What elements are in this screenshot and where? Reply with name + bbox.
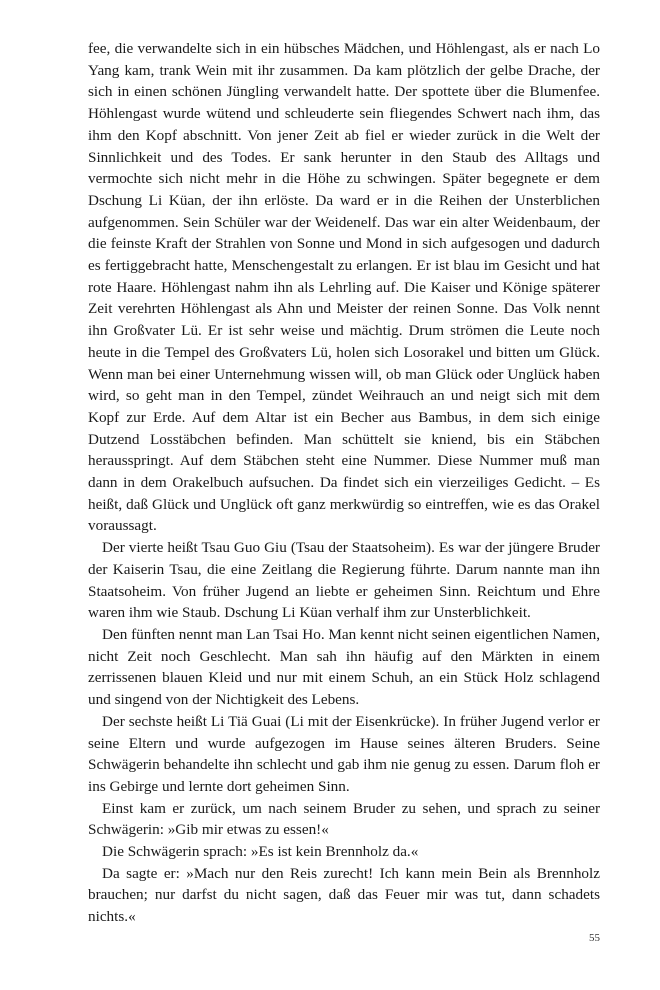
paragraph-6: Die Schwägerin sprach: »Es ist kein Brennholz da.«	[102, 843, 419, 861]
page-number: 55	[589, 932, 600, 944]
paragraph-4: Der sechste heißt Li Tiä Guai (Li mit der Eisenkrücke). In früher Jugend verlor er seine Eltern und wurde aufgezogen im Hause seines älteren Bruders. Seine Schwägerin behandelte ihn schlecht und gab ihm nie genug zu essen. Darum floh er ins Gebirge und lernte dort geheimen Sinn.	[88, 712, 600, 795]
paragraph-2: Der vierte heißt Tsau Guo Giu (Tsau der Staatsoheim). Es war der jüngere Bruder der Kaiserin Tsau, die eine Zeitlang die Regierung führte. Darum nannte man ihn Staatsoheim. Von früher Jugend an liebte er geheimen Sinn. Reichtum und Ehre waren ihm wie Staub. Dschung Li Küan verhalf ihm zur Unsterblichkeit.	[88, 539, 600, 622]
paragraph-1: fee, die verwandelte sich in ein hübsches Mädchen, und Höhlengast, als er nach Lo Yang kam, trank Wein mit ihr zusammen. Da kam plötzlich der gelbe Drache, der sich in einen schönen Jüngling verwandelt hatte. Der spottete über die Blumenfee. Höhlengast wurde wütend und schleuderte sein fliegendes Schwert nach ihm, das ihm den Kopf abschnitt. Von jener Zeit ab fiel er wieder zurück in die Welt der Sinnlichkeit und des Todes. Er sank herunter in den Staub des Alltags und vermochte sich nicht mehr in die Höhe zu schwingen. Später begegnete er dem Dschung Li Küan, der ihn erlöste. Da ward er in die Reihen der Unsterblichen aufgenommen. Sein Schüler war der Weidenelf. Das war ein alter Weidenbaum, der die feinste Kraft der Strahlen von Sonne und Mond in sich aufgesogen und dadurch es fertiggebracht hatte, Menschengestalt zu erlangen. Er ist blau im Gesicht und hat rote Haare. Höhlengast nahm ihn als Lehrling auf. Die Kaiser und Könige späterer Zeit verehrten Höhlengast als Ahn und Meister der reinen Sonne. Das Volk nennt ihn Großvater Lü. Er ist sehr weise und mächtig. Drum strömen die Leute noch heute in die Tempel des Großvaters Lü, holen sich Losorakel und bitten um Glück. Wenn man bei einer Unternehmung wissen will, ob man Glück oder Unglück haben wird, so geht man in den Tempel, zündet Weihrauch an und neigt sich mit dem Kopf zur Erde. Auf dem Altar ist ein Becher aus Bambus, in dem sich einige Dutzend Losstäbchen befinden. Man schüttelt sie kniend, bis ein Stäbchen herausspringt. Auf dem Stäbchen steht eine Nummer. Diese Nummer muß man dann in dem Orakelbuch aufsuchen. Da findet sich ein vierzeiliges Gedicht. – Es heißt, daß Glück und Unglück oft ganz merkwürdig so eintreffen, wie es das Orakel voraussagt.	[88, 40, 600, 535]
paragraph-7: Da sagte er: »Mach nur den Reis zurecht! Ich kann mein Bein als Brennholz brauchen; nur darfst du nicht sagen, daß das Feuer mir was tut, dann schadets nichts.«	[88, 864, 600, 926]
paragraph-5: Einst kam er zurück, um nach seinem Bruder zu sehen, und sprach zu seiner Schwägerin: »Gib mir etwas zu essen!«	[88, 799, 600, 839]
page-body	[88, 38, 600, 928]
paragraph-3: Den fünften nennt man Lan Tsai Ho. Man kennt nicht seinen eigentlichen Namen, nicht Zeit noch Geschlecht. Man sah ihn häufig auf den Märkten in einem zerrissenen blauen Kleid und nur mit einem Schuh, an ein Stück Holz schlagend und singend von der Nichtigkeit des Lebens.	[88, 625, 601, 709]
